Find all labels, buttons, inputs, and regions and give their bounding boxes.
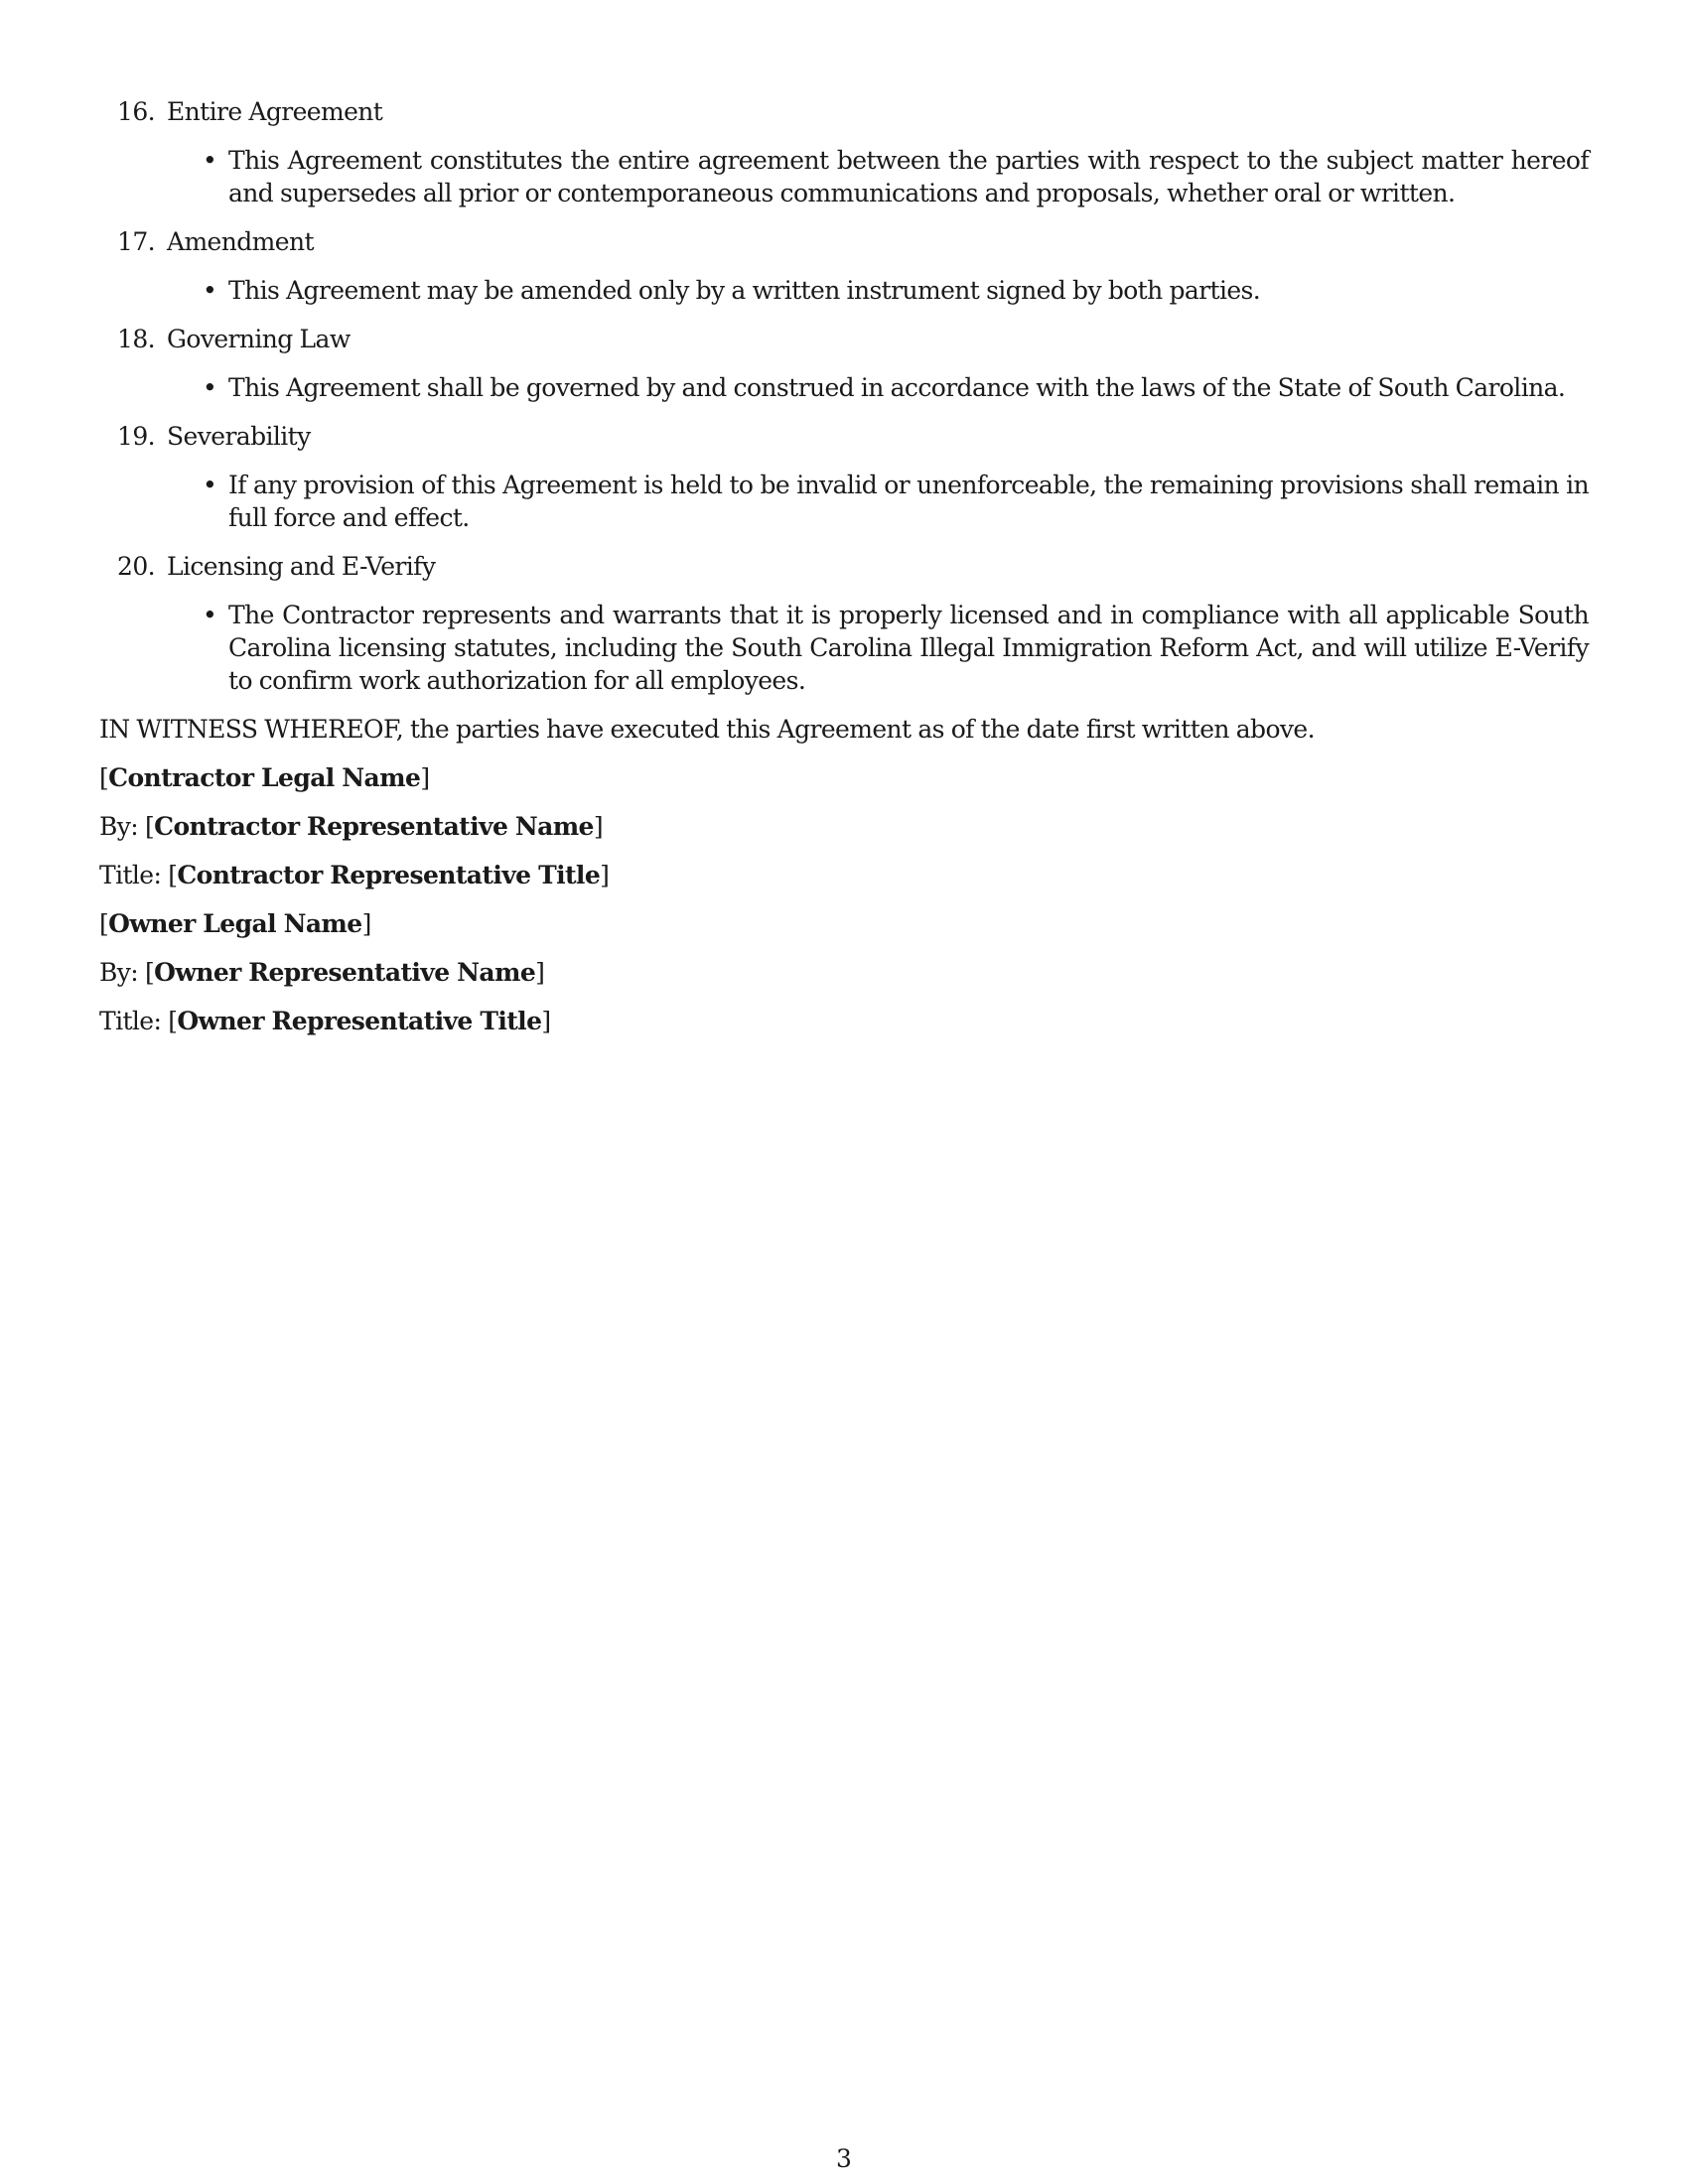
bullet-list [99,469,1589,534]
contractor-rep-title-line: Title: [Contractor Representative Title] [99,861,610,889]
section-title: Entire Agreement [167,97,383,126]
bullet-item [203,469,1589,534]
section-title: Governing Law [167,325,351,353]
owner-rep-name: Owner Representative Name [154,958,536,987]
owner-signature-block [99,907,1589,1037]
section-19 [99,420,1589,534]
bullet-text: The Contractor represents and warrants that it is properly licensed and in compliance with all applicable South Carolina licensing statutes, including the South Carolina Illegal Immigration Reform Act, and will utilize E-Verify to confirm work authorization for all employees. [228,601,1589,695]
section-number: 17. [117,227,155,256]
section-17 [99,225,1589,307]
bullet-text: This Agreement constitutes the entire agreement between the parties with respect to the subject matter hereof and supersedes all prior or contemporaneous communications and proposals, whether oral or written. [228,146,1589,207]
section-number: 16. [117,97,155,126]
bullet-list [99,144,1589,209]
bullet-icon: • [203,373,217,402]
bullet-text: If any provision of this Agreement is held to be invalid or unenforceable, the remaining provisions shall remain in full force and effect. [228,471,1589,532]
bullet-icon: • [203,276,217,305]
title-label: Title: [99,1007,162,1035]
bullet-list [99,599,1589,697]
owner-legal-name: [Owner Legal Name] [99,909,371,938]
section-18 [99,323,1589,404]
by-label: By: [99,958,139,987]
contractor-rep-name-line: By: [Contractor Representative Name] [99,812,604,841]
contractor-rep-name: Contractor Representative Name [154,812,594,841]
section-heading [99,420,1589,453]
section-title: Amendment [167,227,314,256]
document-page [99,95,1589,1053]
section-number: 18. [117,325,155,353]
section-heading [99,323,1589,355]
title-label: Title: [99,861,162,889]
owner-rep-name-line: By: [Owner Representative Name] [99,958,545,987]
bullet-item [203,144,1589,209]
bullet-item [203,274,1589,307]
bullet-text: This Agreement shall be governed by and construed in accordance with the laws of the State of South Carolina. [228,373,1566,402]
bullet-icon: • [203,601,217,629]
page-number: 3 [836,2144,852,2173]
owner-rep-title: Owner Representative Title [177,1007,542,1035]
section-title: Licensing and E-Verify [167,552,436,581]
bullet-icon: • [203,146,217,175]
contractor-legal-name: [Contractor Legal Name] [99,763,430,792]
bullet-list [99,274,1589,307]
section-number: 19. [117,422,155,451]
section-heading [99,95,1589,128]
section-20 [99,550,1589,697]
bullet-list [99,371,1589,404]
by-label: By: [99,812,139,841]
section-number: 20. [117,552,155,581]
section-heading [99,550,1589,583]
contractor-legal-name-value: Contractor Legal Name [108,763,421,792]
owner-legal-name-value: Owner Legal Name [108,909,362,938]
section-heading [99,225,1589,258]
bullet-icon: • [203,471,217,499]
bullet-text: This Agreement may be amended only by a written instrument signed by both parties. [228,276,1261,305]
witness-clause: IN WITNESS WHEREOF, the parties have executed this Agreement as of the date first written above. [99,715,1315,744]
bullet-item [203,371,1589,404]
bullet-item [203,599,1589,697]
section-list [99,95,1589,697]
section-title: Severability [167,422,311,451]
section-16 [99,95,1589,209]
contractor-rep-title: Contractor Representative Title [177,861,601,889]
owner-rep-title-line: Title: [Owner Representative Title] [99,1007,551,1035]
contractor-signature-block [99,761,1589,891]
